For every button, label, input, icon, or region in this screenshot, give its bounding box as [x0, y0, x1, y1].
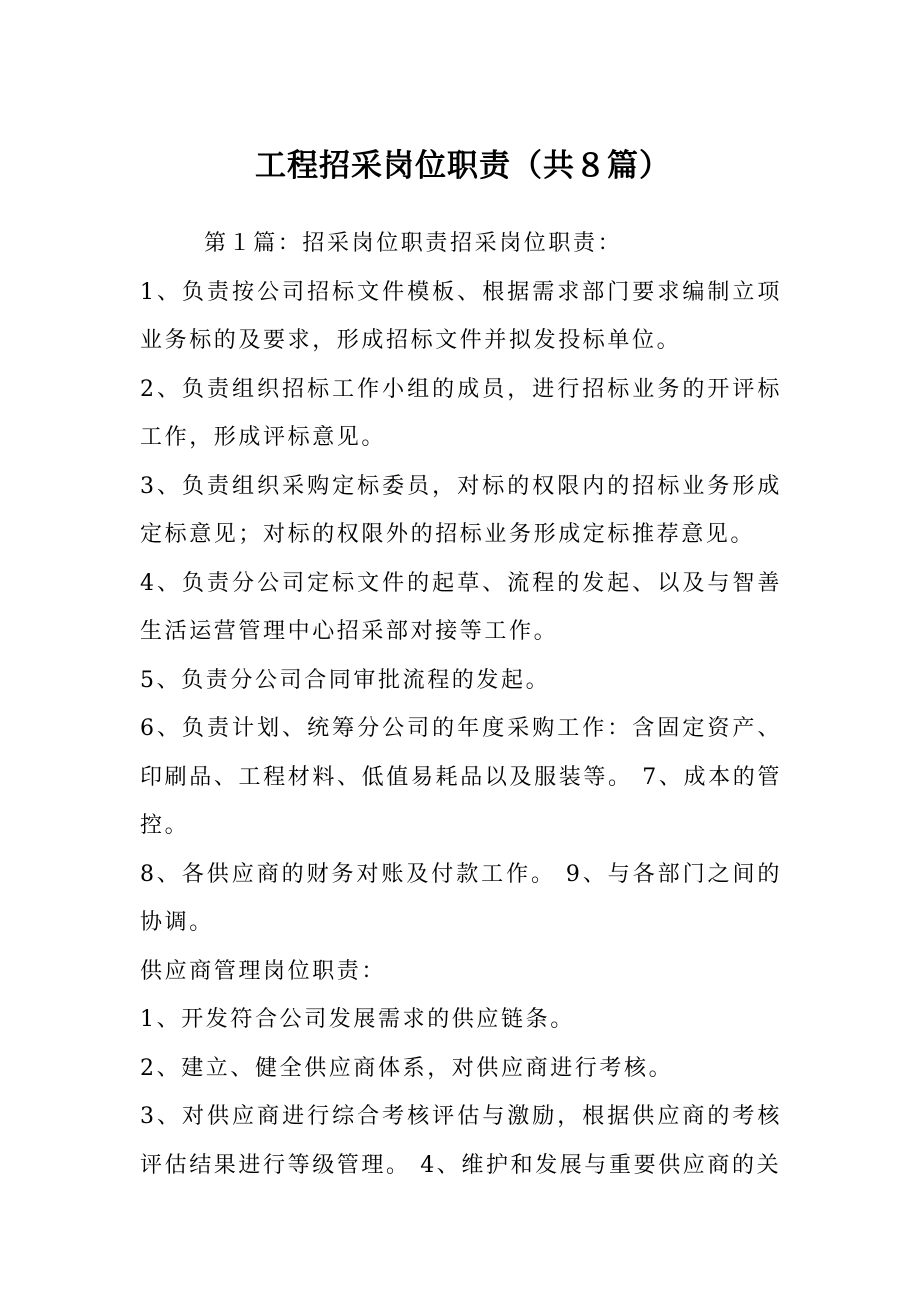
paragraph: 1、开发符合公司发展需求的供应链条。	[140, 1007, 575, 1032]
paragraph: 8、各供应商的财务对账及付款工作。 9、与各部门之间的协调。	[140, 861, 782, 935]
paragraph: 4、负责分公司定标文件的起草、流程的发起、以及与智善生活运营管理中心招采部对接等工作。	[140, 570, 782, 644]
paragraph: 2、建立、健全供应商体系，对供应商进行考核。	[140, 1055, 674, 1081]
section-heading-supplier: 供应商管理岗位职责：	[140, 958, 387, 984]
paragraph: 3、对供应商进行综合考核评估与激励，根据供应商的考核评估结果进行等级管理。 4、维护和发展与重要供应商的关	[140, 1104, 782, 1178]
document-title: 工程招采岗位职责（共８篇）	[255, 148, 671, 184]
paragraph: 3、负责组织采购定标委员，对标的权限内的招标业务形成定标意见；对标的权限外的招标业务形成定标推荐意见。	[140, 473, 782, 547]
section-heading-1: 第１篇：招采岗位职责招采岗位职责：	[204, 231, 623, 256]
document-body	[140, 220, 782, 1190]
paragraph: 2、负责组织招标工作小组的成员，进行招标业务的开评标工作，形成评标意见。	[140, 376, 782, 450]
paragraph: 5、负责分公司合同审批流程的发起。	[140, 667, 551, 693]
paragraph: 1、负责按公司招标文件模板、根据需求部门要求编制立项业务标的及要求，形成招标文件并拟发投标单位。	[140, 279, 782, 353]
paragraph: 6、负责计划、统筹分公司的年度采购工作：含固定资产、印刷品、工程材料、低值易耗品以及服装等。 7、成本的管控。	[140, 716, 782, 838]
